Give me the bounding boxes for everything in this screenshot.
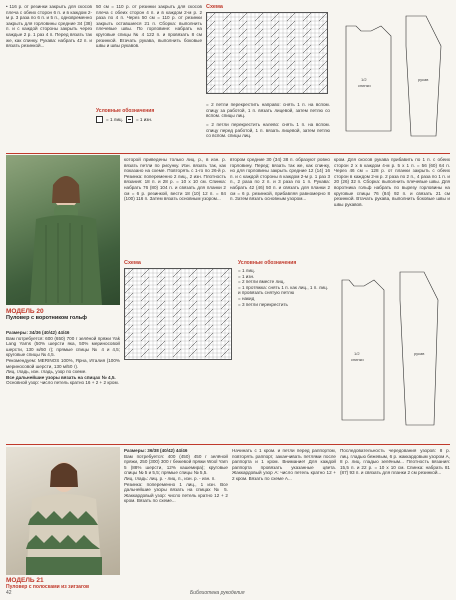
footer-brand: Библиотека рукоделия [190,590,245,596]
model20-all-patterns: Все дальнейшие узоры вязать на спицах № 4,5. [6,374,116,380]
model21-stitch: Лиц. гладь: лиц. р. - лиц. п., изн. р. - изн. п. [124,475,216,481]
top-text-col1: • 116 р. от резинки закрыть для скосов плеча с обеих сторон 6 п. и в каждом 2-м р. 3 раза по 6 п. и 5 п., одновременно закрыть для горловины средние 34 (38) п. и с каждой стороны закрыть через каждые 2 р. 1 раз 4 п. Перед вязать так же, как спинку. Рукава: набрать 42 п. и вязать резинкой... [6,4,92,49]
model20-schema-label: Схема [124,260,141,266]
model20-materials-text: Вам потребуется: 600 (650) 700 г зелёной пряжи Yak Lang Yarns (50% шерсти яка, 50% мериносовой шерсти, 130 м/50 г); прямые спицы № 4 и 4,5; круговые спицы № 4,5. [6,335,120,358]
legend-purl: = 1 изн. [135,117,153,122]
model21-col3: Начинать с 1 кром. и петли перед раппортом, повторять раппорт, заканчивать петлями после раппорта и 1 кром. Внимание! Для каждой раппорта провязать указанные цвета. Жаккардовый узор А: число петель кратно 12 + 2 кром. Вязать по схеме А... [232,448,336,481]
divider-top [6,153,450,154]
model21-materials: Вам потребуется: 400 (450) 450 г зелёной пряжи, 250 (300) 300 г бежевой пряжи Wool Yarn 5 (88% шерсти, 12% кашемира); круговые спицы № 5 и 5,5; прямые спицы № 5,5. [124,453,228,476]
model20-legend-purl: = 1 изн. [238,273,255,279]
top-pattern-diagram [336,6,450,146]
top-schema-chart [206,12,328,94]
svg-text:спинки: спинки [351,357,364,362]
model20-title: МОДЕЛЬ 20 [6,308,44,315]
model20-schema [124,260,234,440]
model20-legend-title: Условные обозначения [238,260,297,266]
model20-main-pattern: Основной узор: число петель кратно 16 + 2 + 2 кром. [6,380,119,386]
top-text-col2: 50 см = 110 р. от резинки закрыть для скосов плеча с обеих сторон 4 п. и в каждом 2-м р. 2 раза по 4 п. Через 50 см = 110 р. от резинки закрыть оставшиеся 21 п. Сборка: выполнить плечевые швы. По горловине: набрать на круговые спицы № 4 122 п. и провязать 8 см резинкой. Втачать рукава, выполнить боковые швы и швы рукавов. [96,4,202,49]
top-legend-title: Условные обозначения [96,108,155,114]
model20-stitch: Лиц. гладь, изн. гладь, узор по схеме. [6,369,87,375]
model21-photo [6,447,120,575]
model21-header [6,577,120,590]
model20-subtitle: Пуловер с воротником гольф [6,315,87,321]
svg-text:рукав: рукав [414,351,425,356]
purl-symbol-icon [126,116,133,123]
model20-col4: кром. Для скосов рукава прибавить по 1 п. с обеих сторон 2 х в каждом 4-м р. 5 х 1 п. = 56 (60) 64 п. Через 46 см = 128 р. от планки закрыть с обеих сторон в каждом 2-м р. 2 раза по 2 п., 4 раза по 1 п. и 20 (26) 32 п. Сборка: выполнить плечевые швы. Для воротника гольф набрать по вырезу горловины на круговые спицы 76 (84) 92 п. и связать 21 см резинкой. Втачать рукава, выполнить боковые швы и швы рукавов. [334,157,450,207]
model21-col2: Резинка: попеременно 1 лиц., 1 изн. Все дальнейшие узоры вязать на спицах № 5. Жаккардовый узор: число петель кратно 12 + 2 кром. Вязать по схеме... [124,481,228,504]
svg-text:1/2: 1/2 [354,351,360,356]
model20-materials [6,330,120,442]
top-legend-cross-right: = 2 петли перекрестить направо: снять 1 п. на вспом. спицу за работой, 1 п. вязать лицевой, затем петлю со вспом. спицы лиц. [206,102,330,119]
top-legend-cross-left: = 2 петли перекрестить налево: снять 1 п. на вспом. спицу перед работой, 1 п. вязать лицевой, затем петлю со вспом. спицы лиц. [206,122,330,139]
model20-legend-knit: = 1 лиц. [238,268,255,273]
model21-subtitle: Пуловер с полосками из зигзагов [6,584,90,590]
top-legend [96,108,202,152]
model20-col3: втором средние 30 (34) 38 п. образуют ровно горловину. Перед: вязать так же, как спинку, но для горловины закрыть средние 12 (14) 16 п. и с каждой стороны в каждом 2-м р. 1 раз 3 п., 2 раза по 2 п. и 3 раза по 1 п. Рукава: набрать 42 (46) 50 п. и связать для планки 2 см = 6 р. резинкой, прибавляя равномерно 8 п. Затем вязать основным узором... [230,157,330,202]
model20-legend-sl: = 1 протяжка: снять 1 п. как лиц., 1 п. лиц. и провязать снятую петлю [238,284,328,296]
model21-title: МОДЕЛЬ 21 [6,577,44,584]
top-schema [206,4,332,152]
top-schema-label: Схема [206,4,223,10]
page-number: 42 [6,590,12,596]
model20-col2: которой приведены только лиц. р., в изн. р. вязать петли по рисунку. Изн. вязать так, как показано на схеме. Повторять с 1-го по 26-й р. Резинка: попеременно 2 лиц., 2 изн. Плотность вязания: 18 п. и 28 р. = 10 х 10 см. Спинка: набрать 76 (80) 104 п. и связать для планки 2 см = 6 р. резинкой, вести 18 (10) 12 п. = 84 (100) 116 п. Затем вязать основным узором... [124,157,226,202]
model21-col4: Последовательность чередования узоров: 8 р. лиц. гладью бежевым, 6 р. жаккардовым узором А, 8 р. лиц. гладью зелёным... Плотность вязания: 15,5 п. и 22 р. = 10 х 10 см. Спинка: набрать 81 (87) 93 п. и связать для планки 2 см резинкой... [340,448,450,476]
model20-pattern-diagram [334,260,450,440]
model20-legend [238,260,328,440]
legend-knit: = 1 лиц. [106,117,123,122]
svg-text:1/2: 1/2 [361,77,367,82]
model20-legend-yo: = накид [238,295,255,301]
model20-legend-k2tog: = 2 петли вместе лиц. [238,279,285,285]
model20-header [6,308,120,321]
model21-sizes: Размеры: 36/38 (40/42) 44/46 [124,448,188,453]
model20-schema-chart [124,268,232,360]
svg-text:спинки: спинки [358,83,371,88]
model20-sizes: Размеры: 34/36 (40/42) 44/46 [6,330,70,335]
model20-recommend: Рекомендуем: MERINOS 100%, Ярна, Италия (100% мериносовой шерсти, 130 м/50 г). [6,357,120,369]
knit-symbol-icon [96,116,103,123]
model20-photo [6,155,120,305]
model21-col1 [124,448,228,590]
divider-mid [6,444,450,445]
model20-legend-cross: = 3 петли перекрестить [238,301,288,307]
svg-text:рукав: рукав [418,77,429,82]
